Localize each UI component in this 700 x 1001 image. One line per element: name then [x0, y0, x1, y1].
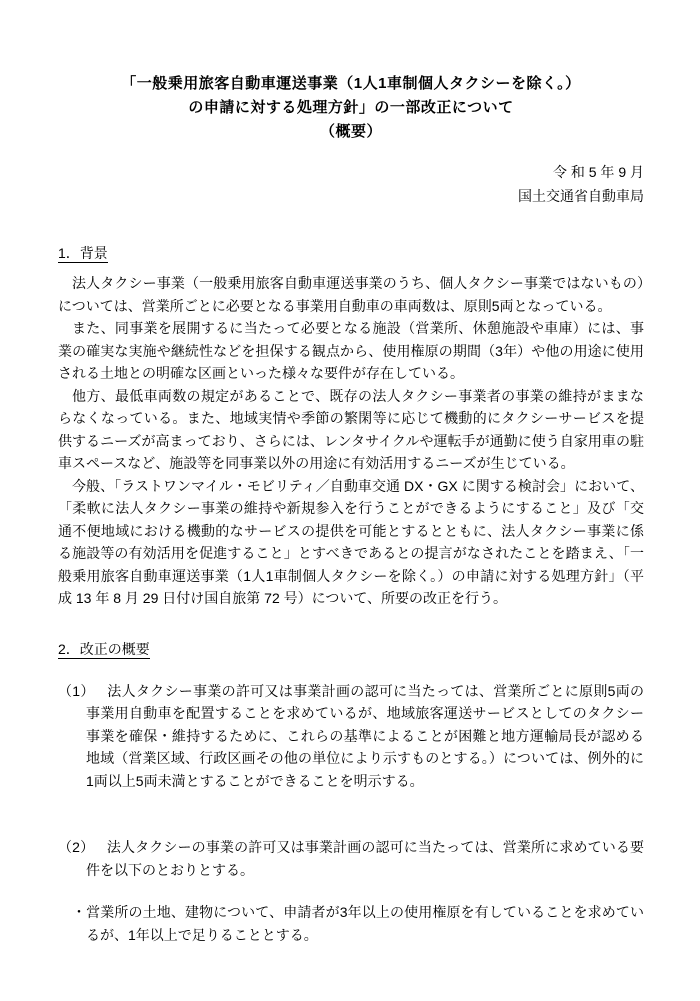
section-heading-background-text: 1．背景 — [58, 245, 108, 261]
title-line-1: 「一般乗用旅客自動車運送事業（1人1車制個人タクシーを除く。） — [121, 75, 581, 92]
background-paragraph-4: 今般、「ラストワンマイル・モビリティ／自動車交通 DX・GX に関する検討会」において、「柔軟に法人タクシー事業の維持や新規参入を行うことができるようにすること」及び「交通不便地域における機動的なサービスの提供を可能とするとともに、法人タクシー事業に係る施設等の有効活用を促進すること」とすべきであるとの提言がなされたことを踏まえ、「一般乗用旅客自動車運送事業（1人1車制個人タクシーを除く。）の申請に対する処理方針」（平成 13 年 8 月 29 日付け国自旅第 72 号）について、所要の改正を行う。 — [58, 477, 644, 606]
title-line-3: （概要） — [319, 123, 382, 140]
issuing-agency: 国土交通省自動車局 — [518, 188, 644, 204]
document-title — [58, 72, 644, 144]
revision-item-2-bullet — [72, 901, 644, 946]
title-line-2: の申請に対する処理方針」の一部改正について — [188, 99, 514, 116]
revision-item-2-marker: （2） — [58, 839, 95, 855]
section-heading-revision-text: 2．改正の概要 — [58, 640, 150, 657]
revision-item-2-text: 法人タクシーの事業の許可又は事業計画の認可に当たっては、営業所に求めている要件を以下のとおりとする。 — [86, 839, 644, 878]
section-heading-background — [58, 242, 644, 264]
section-background-body — [58, 272, 644, 610]
document-date: 令 和 5 年 9 月 — [552, 164, 644, 180]
bullet-marker: ・ — [72, 904, 87, 920]
date-agency-block — [58, 160, 644, 208]
revision-item-1 — [58, 680, 644, 793]
background-paragraph-3: 他方、最低車両数の規定があることで、既存の法人タクシー事業者の事業の維持がままならなくなっている。また、地域実情や季節の繁閑等に応じて機動的にタクシーサービスを提供するニーズが高まっており、さらには、レンタサイクルや運転手が通勤に使う自家用車の駐車スペースなど、施設等を同事業以外の用途に有効活用するニーズが生じている。 — [58, 387, 644, 471]
background-paragraph-2: また、同事業を展開するに当たって必要となる施設（営業所、休憩施設や車庫）には、事業の確実な実施や継続性などを担保する観点から、使用権原の期間（3年）や他の用途に使用される土地との明確な区画といった様々な要件が存在している。 — [58, 320, 644, 381]
section-heading-revision — [58, 638, 644, 660]
bullet-text: 営業所の土地、建物について、申請者が3年以上の使用権原を有していることを求めているが、1年以上で足りることとする。 — [86, 904, 644, 943]
revision-item-1-marker: （1） — [58, 682, 95, 699]
section-revision-body — [58, 680, 644, 947]
background-paragraph-1: 法人タクシー事業（一般乗用旅客自動車運送事業のうち、個人タクシー事業ではないもの）については、営業所ごとに必要となる事業用自動車の車両数は、原則5両となっている。 — [58, 275, 644, 314]
revision-item-1-text: 法人タクシー事業の許可又は事業計画の認可に当たっては、営業所ごとに原則5両の事業用自動車を配置することを求めているが、地域旅客運送サービスとしてのタクシー事業を確保・維持するために、これらの基準によることが困難と地方運輸局長が認める地域（営業区域、行政区画その他の単位により示すものとする。）については、例外的に1両以上5両未満とすることができることを明示する。 — [86, 682, 644, 789]
revision-item-2 — [58, 836, 644, 881]
